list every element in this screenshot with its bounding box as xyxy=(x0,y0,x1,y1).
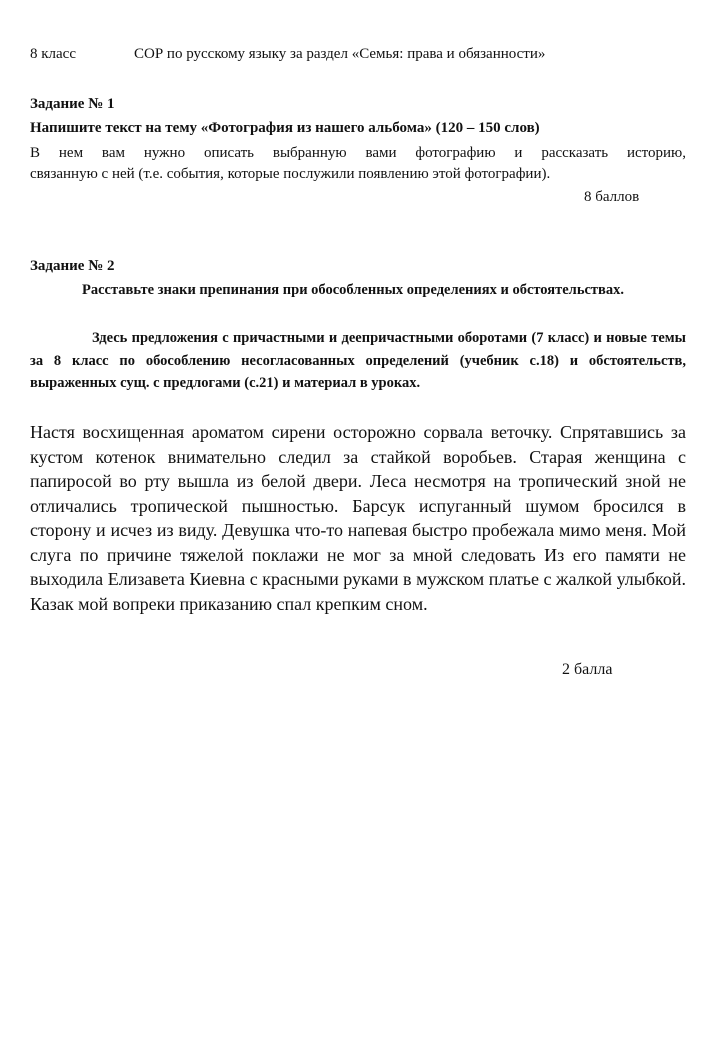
document-header xyxy=(30,46,545,63)
task1-prompt: Напишите текст на тему «Фотография из нашего альбома» (120 – 150 слов) xyxy=(30,120,540,136)
task2-points: 2 балла xyxy=(562,661,613,678)
task2-exercise-text: Настя восхищенная ароматом сирени осторожно сорвала веточку. Спрятавшись за кустом котенок внимательно следил за стайкой воробьев. Старая женщина с папиросой во рту вышла из белой двери. Леса несмотря на тропический зной не отличались тропической пышностью. Барсук испуганный шумом бросился в сторону и исчез из виду. Девушка что-то напевая быстро пробежала мимо меня. Мой слуга по причине тяжелой поклажи не мог за мной следовать Из его памяти не выходила Елизавета Киевна с красными руками в мужском платье с жалкой улыбкой. Казак мой вопреки приказанию спал крепким сном. xyxy=(30,422,686,614)
document-title: СОР по русскому языку за раздел «Семья: права и обязанности» xyxy=(134,46,546,62)
task1-body-line1: В нем вам нужно описать выбранную вами фотографию и рассказать историю, xyxy=(30,145,686,161)
task2-instruction: Расставьте знаки препинания при обособленных определениях и обстоятельствах. xyxy=(82,282,625,298)
task1-points: 8 баллов xyxy=(584,189,640,205)
grade-label: 8 класс xyxy=(30,46,76,62)
task2-instruction-block xyxy=(30,280,686,300)
task2-note: Здесь предложения с причастными и деепричастными оборотами (7 класс) и новые темы за 8 класс по обособлению несогласованных определений (учебник с.18) и обстоятельств, выраженных сущ. с предлогами (с.21) и материал в уроках. xyxy=(30,330,686,391)
task1-body-line2: связанную с ней (т.е. события, которые послужили появлению этой фотографии). xyxy=(30,166,551,182)
task1-body xyxy=(30,143,686,185)
task1-heading: Задание № 1 xyxy=(30,96,115,112)
task2-heading: Задание № 2 xyxy=(30,258,115,274)
